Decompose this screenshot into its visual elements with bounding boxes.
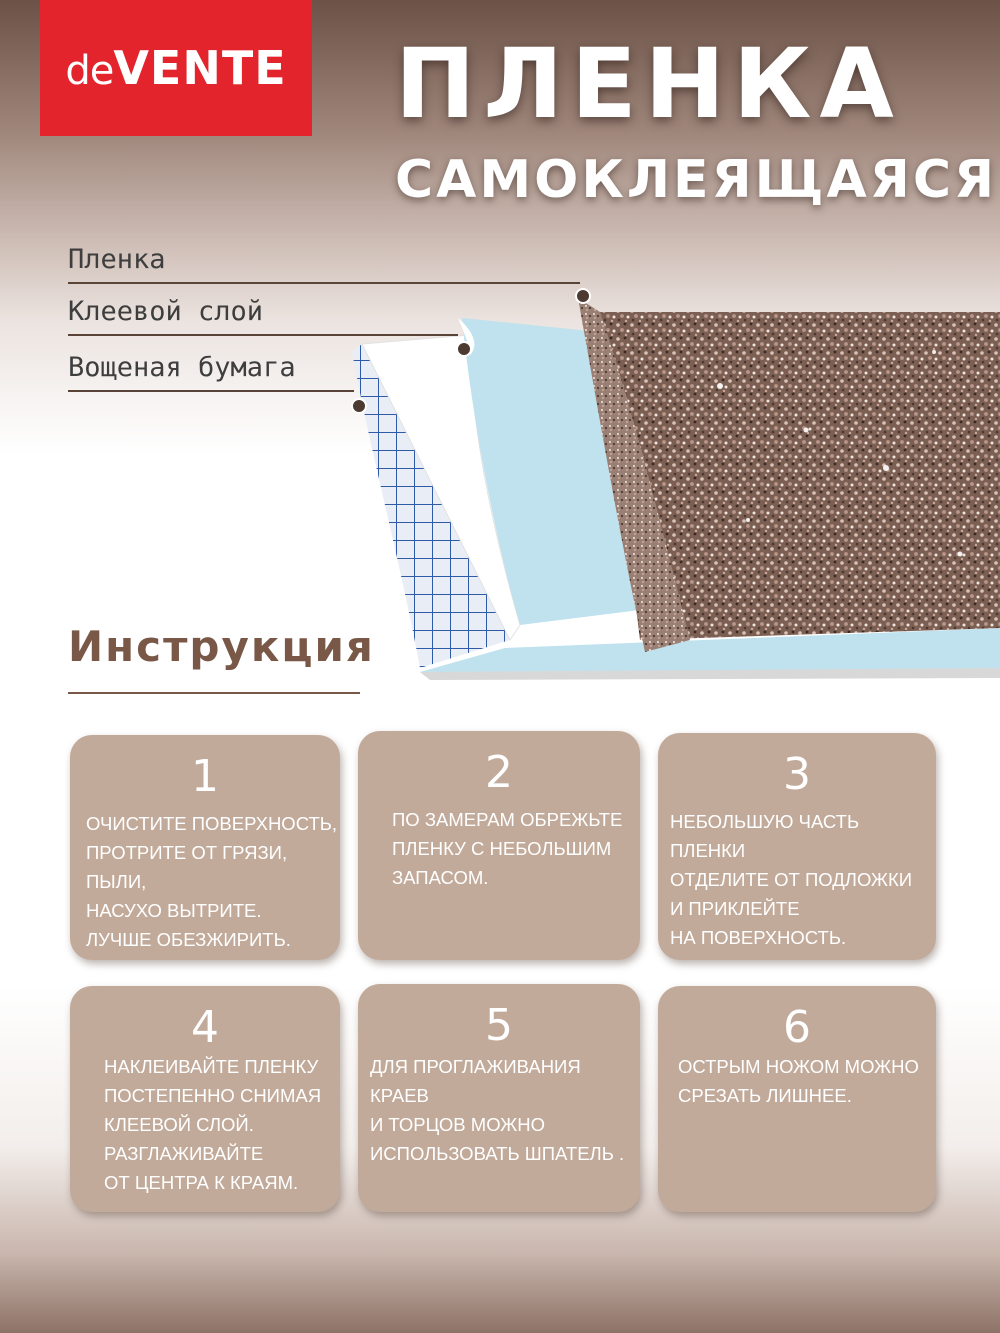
- brand-prefix: de: [65, 48, 114, 94]
- step-number: 1: [191, 751, 219, 802]
- leader-line-film: [68, 282, 580, 284]
- step-card-1: [70, 735, 340, 960]
- leader-dot-film: [575, 288, 591, 304]
- step-number: 5: [485, 1000, 513, 1051]
- step-number: 2: [485, 747, 513, 798]
- step-text: ПО ЗАМЕРАМ ОБРЕЖЬТЕ ПЛЕНКУ С НЕБОЛЬШИМ ЗАПАСОМ.: [392, 809, 623, 888]
- layer-label-adhesive: Клеевой слой: [68, 296, 264, 327]
- step-number: 4: [191, 1002, 219, 1053]
- step-text: ОСТРЫМ НОЖОМ МОЖНО СРЕЗАТЬ ЛИШНЕЕ.: [678, 1056, 919, 1106]
- instruction-heading: Инструкция: [68, 622, 375, 671]
- leader-line-wax-paper: [68, 390, 354, 392]
- leader-line-adhesive: [68, 334, 458, 336]
- layer-label-film: Пленка: [68, 244, 166, 275]
- leader-dot-adhesive: [456, 341, 472, 357]
- step-card-4: [70, 986, 340, 1212]
- step-number: 3: [783, 749, 811, 800]
- step-card-5: [358, 984, 640, 1212]
- brand-name: VENTE: [113, 41, 287, 95]
- layer-label-wax-paper: Вощеная бумага: [68, 352, 296, 383]
- step-number: 6: [783, 1002, 811, 1053]
- step-text: ОЧИСТИТЕ ПОВЕРХНОСТЬ, ПРОТРИТЕ ОТ ГРЯЗИ, ПЫЛИ, НАСУХО ВЫТРИТЕ. ЛУЧШЕ ОБЕЗЖИРИТЬ.: [86, 813, 338, 950]
- step-text: НЕБОЛЬШУЮ ЧАСТЬ ПЛЕНКИ ОТДЕЛИТЕ ОТ ПОДЛОЖКИ И ПРИКЛЕЙТЕ НА ПОВЕРХНОСТЬ.: [670, 811, 913, 948]
- step-card-6: [658, 986, 936, 1212]
- step-card-2: [358, 731, 640, 960]
- page-subtitle: САМОКЛЕЯЩАЯСЯ: [395, 150, 998, 210]
- leader-dot-wax-paper: [351, 398, 367, 414]
- step-text: НАКЛЕИВАЙТЕ ПЛЕНКУ ПОСТЕПЕННО СНИМАЯ КЛЕЕВОЙ СЛОЙ. РАЗГЛАЖИВАЙТЕ ОТ ЦЕНТРА К КРАЯМ.: [104, 1056, 322, 1193]
- instruction-underline: [68, 692, 360, 694]
- step-text: ДЛЯ ПРОГЛАЖИВАНИЯ КРАЕВ И ТОРЦОВ МОЖНО ИСПОЛЬЗОВАТЬ ШПАТЕЛЬ .: [370, 1056, 625, 1164]
- step-card-3: [658, 733, 936, 960]
- page-title: ПЛЕНКА: [395, 28, 902, 140]
